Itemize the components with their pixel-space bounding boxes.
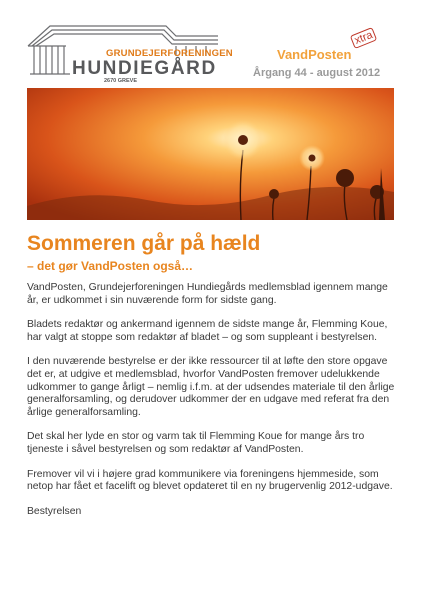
article-body xyxy=(27,282,402,530)
article-paragraph: VandPosten, Grundejerforeningen Hundiegårds medlemsblad igennem mange år, er udkommet i sin nuværende form for sidste gang. xyxy=(27,282,388,306)
article-paragraph: Det skal her lyde en stor og varm tak til Flemming Koue for mange års tro tjeneste i såvel bestyrelsen og som redaktør af VandPosten. xyxy=(27,431,365,455)
logo-place-text: 2670 GREVE xyxy=(104,78,138,84)
logo-name-text: HUNDIEGÅRD xyxy=(72,58,217,79)
article-paragraph: Bladets redaktør og ankermand igennem de sidste mange år, Flemming Koue, har valgt at stoppe som redaktør af bladet – og som suppleant i bestyrelsen. xyxy=(27,319,388,343)
article-paragraph: Fremover vil vi i højere grad kommunikere via foreningens hjemmeside, som netop har fået et facelift og blevet opdateret til en ny brugervenlig 2012-udgave. xyxy=(27,468,393,493)
masthead-badge: xtra xyxy=(350,27,378,49)
issue-line: Årgang 44 - august 2012 xyxy=(253,67,381,79)
article-subheadline: – det gør VandPosten også… xyxy=(27,259,194,273)
header xyxy=(0,0,421,88)
article-signature: Bestyrelsen xyxy=(27,505,82,517)
dandelion-sunset-photo-icon xyxy=(27,88,394,220)
association-logo xyxy=(26,22,231,82)
article-paragraph: I den nuværende bestyrelse er der ikke ressourcer til at løfte den store opgave det er, at udgive et medlemsblad, hvorfor VandPosten fremover udelukkende udkommer to gange årligt – nemlig i.f.m. at der udsendes materiale til den årlige generalforsamling, og derudover udkommer der en udgave med referat fra den årlige generalforsamling. xyxy=(27,356,395,418)
masthead-title: VandPosten xyxy=(277,47,352,62)
article-headline: Sommeren går på hæld xyxy=(27,232,261,255)
logo-association-text: GRUNDEJERFORENINGEN xyxy=(106,48,233,59)
hero-image xyxy=(27,88,394,220)
